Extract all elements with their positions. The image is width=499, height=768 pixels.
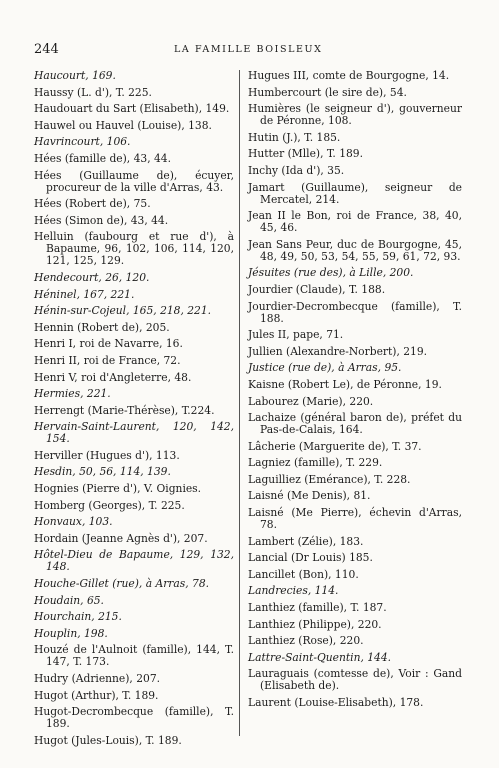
index-entry: Jourdier (Claude), T. 188. bbox=[248, 282, 386, 296]
index-entry: Herrengt (Marie-Thérèse), T.224. bbox=[34, 403, 215, 417]
index-entry: Henri II, roi de France, 72. bbox=[34, 353, 181, 367]
index-entry: Laguilliez (Emérance), T. 228. bbox=[248, 472, 411, 486]
index-entry: Laisné (Me Pierre), échevin d'Arras, 78. bbox=[248, 506, 462, 532]
index-entry: Hutter (Mlle), T. 189. bbox=[248, 147, 364, 161]
index-entry: Hugot-Decrombecque (famille), T. 189. bbox=[34, 705, 234, 731]
index-entry: Hordain (Jeanne Agnès d'), 207. bbox=[34, 531, 208, 545]
index-entry: Lâcherie (Marguerite de), T. 37. bbox=[248, 439, 422, 453]
index-entry: Hôtel-Dieu de Bapaume, 129, 132, 148. bbox=[34, 548, 234, 574]
index-column-left bbox=[34, 70, 234, 751]
column-divider bbox=[239, 70, 240, 736]
index-entry: Houche-Gillet (rue), à Arras, 78. bbox=[34, 577, 210, 591]
index-entry: Hénin-sur-Cojeul, 165, 218, 221. bbox=[34, 304, 212, 318]
running-title: LA FAMILLE BOISLEUX bbox=[174, 44, 323, 55]
index-entry: Hées (Simon de), 43, 44. bbox=[34, 213, 169, 227]
index-entry: Hées (Robert de), 75. bbox=[34, 197, 151, 211]
index-entry: Hesdin, 50, 56, 114, 139. bbox=[34, 465, 171, 479]
index-entry: Jean II le Bon, roi de France, 38, 40, 45, 46. bbox=[248, 209, 462, 235]
index-entry: Jourdier-Decrombecque (famille), T. 188. bbox=[248, 299, 462, 325]
index-entry: Landrecies, 114. bbox=[248, 584, 339, 598]
index-entry: Hourchain, 215. bbox=[34, 610, 122, 624]
index-entry: Lanthiez (Philippe), 220. bbox=[248, 617, 382, 631]
index-entry: Kaisne (Robert Le), de Péronne, 19. bbox=[248, 377, 442, 391]
index-entry: Helluin (faubourg et rue d'), à Bapaume, 96, 102, 106, 114, 120, 121, 125, 129. bbox=[34, 230, 234, 268]
index-entry: Lattre-Saint-Quentin, 144. bbox=[248, 650, 392, 664]
index-entry: Haudouart du Sart (Elisabeth), 149. bbox=[34, 102, 230, 116]
index-entry: Haussy (L. d'), T. 225. bbox=[34, 85, 152, 99]
index-entry: Hutin (J.), T. 185. bbox=[248, 130, 341, 144]
index-entry: Lachaize (général baron de), préfet du Pas-de-Calais, 164. bbox=[248, 411, 462, 437]
index-entry: Lambert (Zélie), 183. bbox=[248, 534, 364, 548]
index-entry: Jullien (Alexandre-Norbert), 219. bbox=[248, 344, 428, 358]
index-entry: Laurent (Louise-Elisabeth), 178. bbox=[248, 696, 424, 709]
index-entry: Hermies, 221. bbox=[34, 387, 111, 401]
index-entry: Havrincourt, 106. bbox=[34, 135, 131, 149]
index-entry: Hendecourt, 26, 120. bbox=[34, 270, 150, 284]
index-entry: Hennin (Robert de), 205. bbox=[34, 320, 170, 334]
page-header bbox=[34, 42, 475, 58]
index-entry: Jules II, pape, 71. bbox=[248, 328, 344, 342]
index-entry: Homberg (Georges), T. 225. bbox=[34, 498, 185, 512]
index-entry: Hées (Guillaume de), écuyer, procureur de la ville d'Arras, 43. bbox=[34, 168, 234, 194]
index-entry: Inchy (Ida d'), 35. bbox=[248, 163, 345, 177]
index-entry: Hauwel ou Hauvel (Louise), 138. bbox=[34, 118, 212, 132]
index-entry: Jamart (Guillaume), seigneur de Mercatel, 214. bbox=[248, 180, 462, 206]
index-column-right bbox=[248, 70, 462, 714]
index-entry: Hervain-Saint-Laurent, 120, 142, 154. bbox=[34, 420, 234, 446]
index-entry: Houplin, 198. bbox=[34, 626, 108, 640]
index-entry: Hognies (Pierre d'), V. Oignies. bbox=[34, 482, 202, 496]
index-entry: Labourez (Marie), 220. bbox=[248, 394, 374, 408]
index-entry: Honvaux, 103. bbox=[34, 515, 113, 529]
index-entry: Lanthiez (famille), T. 187. bbox=[248, 601, 387, 615]
index-entry: Henri V, roi d'Angleterre, 48. bbox=[34, 370, 192, 384]
index-entry: Hudry (Adrienne), 207. bbox=[34, 672, 161, 685]
index-entry: Lancial (Dr Louis) 185. bbox=[248, 551, 373, 565]
index-entry: Lagniez (famille), T. 229. bbox=[248, 456, 383, 470]
page-number: 244 bbox=[34, 42, 59, 57]
index-entry: Henri I, roi de Navarre, 16. bbox=[34, 337, 183, 351]
index-entry: Hugot (Arthur), T. 189. bbox=[34, 688, 159, 702]
index-entry: Jésuites (rue des), à Lille, 200. bbox=[248, 266, 414, 280]
index-entry: Herviller (Hugues d'), 113. bbox=[34, 448, 180, 462]
index-entry: Lanthiez (Rose), 220. bbox=[248, 634, 364, 648]
index-entry: Laisné (Me Denis), 81. bbox=[248, 489, 371, 503]
index-entry: Hugot (Jules-Louis), T. 189. bbox=[34, 733, 182, 747]
index-entry: Justice (rue de), à Arras, 95. bbox=[248, 361, 402, 375]
index-entry: Haucourt, 169. bbox=[34, 69, 116, 82]
index-entry: Hées (famille de), 43, 44. bbox=[34, 151, 171, 165]
index-entry: Héninel, 167, 221. bbox=[34, 287, 135, 301]
index-entry: Hugues III, comte de Bourgogne, 14. bbox=[248, 69, 450, 82]
index-entry: Lauraguais (comtesse de), Voir : Gand (Elisabeth de). bbox=[248, 667, 462, 693]
index-entry: Jean Sans Peur, duc de Bourgogne, 45, 48, 49, 50, 53, 54, 55, 59, 61, 72, 93. bbox=[248, 237, 462, 263]
index-entry: Humières (le seigneur d'), gouverneur de Péronne, 108. bbox=[248, 102, 462, 128]
index-entry: Houdain, 65. bbox=[34, 593, 104, 607]
index-entry: Houzé de l'Aulnoit (famille), 144, T. 147, T. 173. bbox=[34, 643, 234, 669]
index-entry: Humbercourt (le sire de), 54. bbox=[248, 85, 407, 99]
index-entry: Lancillet (Bon), 110. bbox=[248, 567, 359, 581]
